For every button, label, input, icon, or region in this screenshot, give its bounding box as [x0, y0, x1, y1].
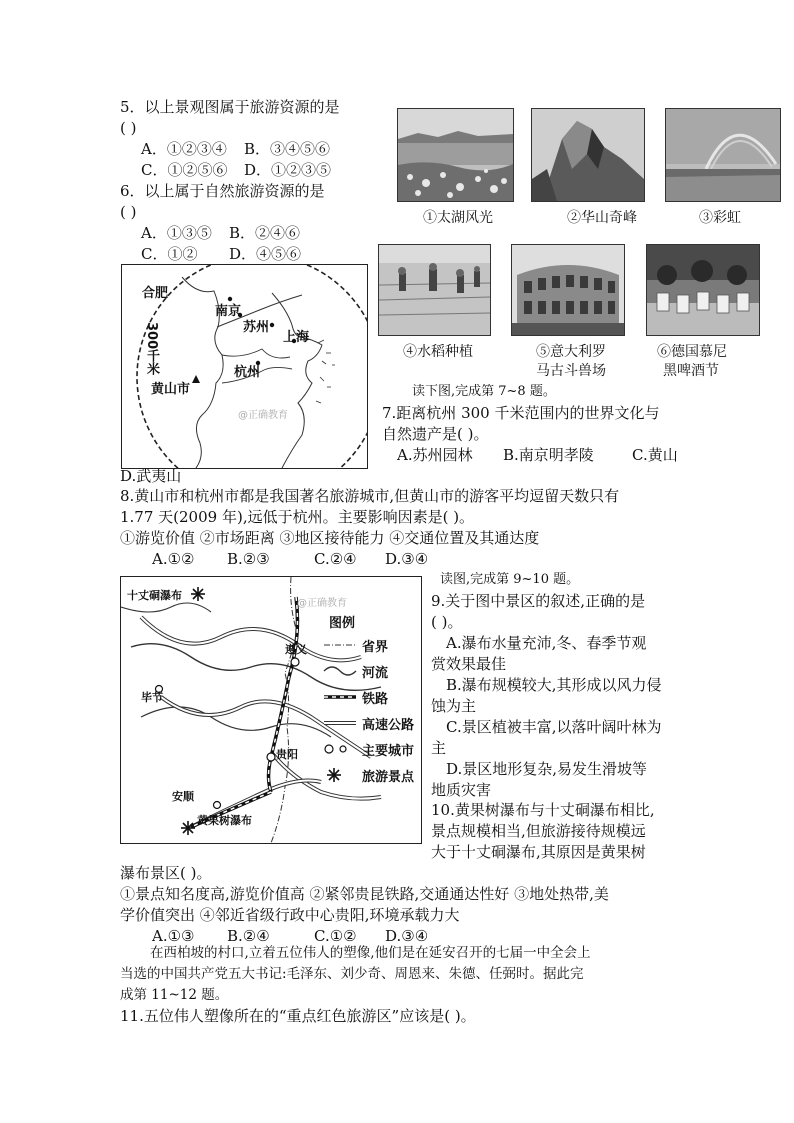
q6-option-c: C．①②: [141, 245, 198, 263]
caption-beer-1: ⑥德国慕尼: [657, 344, 727, 360]
caption-taihu: ①太湖风光: [423, 210, 493, 226]
caption-beer-2: 黑啤酒节: [663, 363, 719, 379]
q7-line2: 自然遗产是( )。: [382, 425, 489, 443]
q9-option-a-1: A.瀑布水量充沛,冬、春季节观: [446, 634, 647, 652]
q10-line2: 景点规模相当,但旅游接待规模远: [431, 822, 646, 840]
intro-11-12-line1: 在西柏坡的村口,立着五位伟人的塑像,他们是在延安召开的七届一中全会上: [150, 945, 591, 961]
q8-option-b: B.②③: [227, 550, 270, 568]
q9-stem: 9.关于图中景区的叙述,正确的是: [431, 592, 646, 610]
caption-colosseum-1: ⑤意大利罗: [536, 344, 606, 360]
photo-taihu: [397, 108, 514, 202]
caption-rice: ④水稻种植: [403, 344, 473, 360]
q8-items: ①游览价值 ②市场距离 ③地区接待能力 ④交通位置及其通达度: [120, 529, 540, 547]
legend-title: 图例: [329, 616, 356, 631]
q9-option-d-1: D.景区地形复杂,易发生滑坡等: [446, 760, 648, 778]
q8-option-c: C.②④: [314, 550, 357, 568]
caption-colosseum-2: 马古斗兽场: [536, 363, 606, 379]
q5-option-b: B．③④⑤⑥: [244, 140, 331, 158]
intro-11-12-line2: 当选的中国共产党五大书记:毛泽东、刘少奇、周恩来、朱德、任弼时。据此完: [120, 966, 584, 982]
legend-rail: 铁路: [362, 692, 389, 707]
q7-option-b: B.南京明孝陵: [503, 446, 594, 464]
q10-items-1: ①景点知名度高,游览价值高 ②紧邻贵昆铁路,交通通达性好 ③地处热带,美: [120, 885, 609, 903]
map1-watermark: @正确教育: [238, 410, 288, 421]
map1-label-hangzhou: 杭州: [234, 365, 261, 380]
intro-9-10: 读图,完成第 9~10 题。: [440, 572, 580, 587]
q8-line2: 1.77 天(2009 年),远低于杭州。主要影响因素是( )。: [120, 508, 475, 526]
legend-river: 河流: [362, 666, 389, 681]
q6-paren: ( ): [120, 203, 137, 221]
map2-label-anshun: 安顺: [172, 790, 194, 803]
q7-line1: 7.距离杭州 300 千米范围内的世界文化与: [382, 404, 660, 422]
map1-label-nanjing: 南京: [215, 304, 242, 319]
q9-paren: ( )。: [431, 613, 463, 631]
map2-label-huangguoshu: 黄果树瀑布: [197, 814, 252, 827]
legend-border: 省界: [362, 640, 389, 655]
photo-colosseum: [511, 244, 625, 336]
map2-label-bijie: 毕节: [141, 691, 163, 704]
q6-option-b: B．②④⑥: [229, 224, 301, 242]
q9-option-a-2: 赏效果最佳: [431, 655, 507, 673]
q9-option-c-2: 主: [431, 739, 447, 757]
q5-paren: ( ): [120, 119, 137, 137]
caption-huashan: ②华山奇峰: [567, 210, 637, 226]
map1-label-suzhou: 苏州: [243, 320, 270, 335]
q7-option-d: D.武夷山: [120, 467, 182, 485]
photo-huashan: [531, 108, 645, 202]
map-guizhou: [120, 576, 422, 844]
q10-items-2: 学价值突出 ④邻近省级行政中心贵阳,环境承载力大: [120, 906, 460, 924]
legend-scenic: 旅游景点: [362, 770, 415, 785]
q9-option-c-1: C.景区植被丰富,以落叶阔叶林为: [446, 718, 662, 736]
q10-option-d: D.③④: [385, 927, 429, 945]
caption-rainbow: ③彩虹: [699, 210, 741, 226]
photo-beer-festival: [646, 244, 760, 336]
q8-line1: 8.黄山市和杭州市都是我国著名旅游城市,但黄山市的游客平均逗留天数只有: [120, 487, 620, 505]
q9-option-b-2: 蚀为主: [431, 697, 477, 715]
legend-highway: 高速公路: [362, 718, 415, 733]
intro-7-8: 读下图,完成第 7~8 题。: [412, 384, 556, 399]
q7-option-a: A.苏州园林: [397, 446, 473, 464]
photo-rice: [378, 244, 491, 336]
map2-watermark: @正确教育: [297, 598, 347, 609]
map1-label-shanghai: 上海: [283, 330, 310, 345]
map2-label-zunyi: 遵义: [285, 643, 307, 656]
map1-label-hefei: 合肥: [142, 286, 169, 301]
q10-option-b: B.②④: [227, 927, 270, 945]
map2-label-guiyang: 贵阳: [276, 748, 298, 761]
q10-line4: 瀑布景区( )。: [120, 864, 212, 882]
q10-line3: 大于十丈硐瀑布,其原因是黄果树: [431, 843, 646, 861]
intro-11-12-line3: 成第 11~12 题。: [120, 987, 229, 1003]
q10-option-a: A.①③: [152, 927, 195, 945]
q7-option-c: C.黄山: [632, 446, 678, 464]
q11-stem: 11.五位伟人塑像所在的“重点红色旅游区”应该是( )。: [120, 1007, 476, 1025]
legend-city: 主要城市: [362, 744, 415, 759]
q8-option-a: A.①②: [152, 550, 195, 568]
photo-rainbow: [665, 108, 781, 202]
q9-option-b-1: B.瀑布规模较大,其形成以风力侵: [446, 676, 662, 694]
q5-option-c: C．①②⑤⑥: [141, 161, 228, 179]
q5-option-a: A．①②③④: [141, 140, 227, 158]
map2-label-shizhangdong: 十丈硐瀑布: [127, 589, 182, 602]
q6-stem: 6．以上属于自然旅游资源的是: [120, 182, 325, 200]
q5-option-d: D．①②③⑤: [244, 161, 332, 179]
q10-line1: 10.黄果树瀑布与十丈硐瀑布相比,: [431, 801, 655, 819]
map1-label-radius: 300千米: [144, 322, 159, 376]
q8-option-d: D.③④: [385, 550, 429, 568]
q9-option-d-2: 地质灾害: [431, 781, 492, 799]
map1-label-huangshan: 黄山市: [151, 382, 191, 397]
q5-stem: 5．以上景观图属于旅游资源的是: [120, 98, 340, 116]
q6-option-a: A．①③⑤: [141, 224, 212, 242]
q6-option-d: D．④⑤⑥: [229, 245, 302, 263]
q10-option-c: C.①②: [314, 927, 357, 945]
